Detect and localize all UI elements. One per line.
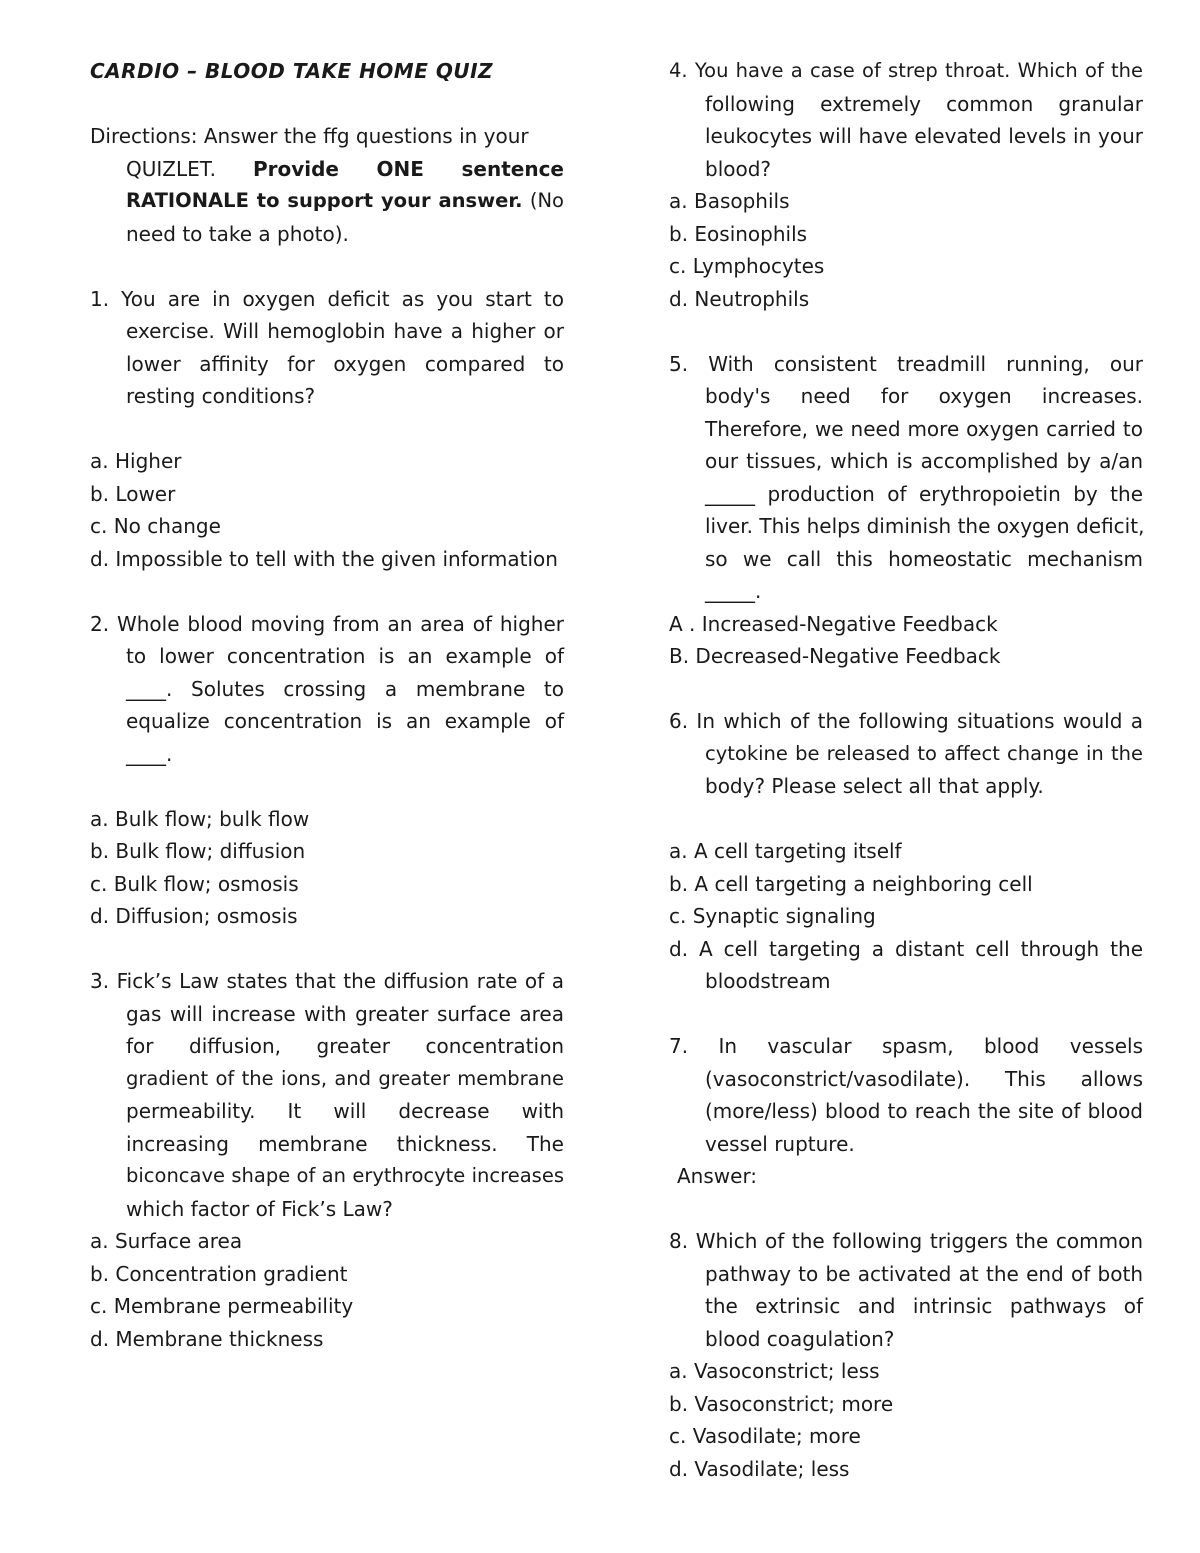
answer-option: c. Bulk flow; osmosis: [90, 871, 299, 896]
answer-option: d. Vasodilate; less: [669, 1456, 850, 1481]
answer-option: d. Membrane thickness: [90, 1326, 324, 1351]
question-line: pathway to be activated at the end of both: [705, 1261, 1143, 1286]
answer-option: b. Vasoconstrict; more: [669, 1391, 894, 1416]
answer-option: b. Bulk flow; diffusion: [90, 839, 306, 863]
question-6: [669, 705, 1143, 998]
question-line: so we call this homeostatic mechanism: [705, 546, 1143, 571]
question-5: [669, 348, 1143, 673]
question-line: cytokine be released to affect change in the: [705, 741, 1143, 765]
answer-option: c. Membrane permeability: [90, 1294, 354, 1318]
question-line: 5. With consistent treadmill running, our: [669, 351, 1143, 376]
question-2: [90, 608, 564, 933]
question-line: resting conditions?: [126, 384, 316, 408]
question-line: ____.: [126, 741, 173, 766]
answer-option: b. A cell targeting a neighboring cell: [669, 871, 1033, 896]
answer-option: a. Vasoconstrict; less: [669, 1359, 880, 1383]
answer-option: c. No change: [90, 514, 221, 538]
answer-option: b. Concentration gradient: [90, 1261, 348, 1286]
answer-option: b. Lower: [90, 481, 176, 506]
question-line: gradient of the ions, and greater membrane: [126, 1066, 564, 1090]
question-line: biconcave shape of an erythrocyte increases: [126, 1164, 564, 1187]
question-line: 1. You are in oxygen deficit as you start to: [90, 286, 564, 311]
question-line: 8. Which of the following triggers the common: [669, 1229, 1143, 1253]
question-line: ____. Solutes crossing a membrane to: [126, 676, 564, 701]
question-line: for diffusion, greater concentration: [126, 1034, 564, 1058]
answer-option: c. Vasodilate; more: [669, 1424, 861, 1448]
question-line: gas will increase with greater surface area: [126, 1001, 564, 1026]
question-line: Therefore, we need more oxygen carried to: [705, 416, 1143, 441]
question-4: [669, 55, 1143, 315]
directions-line: RATIONALE to support your answer. (No: [126, 189, 564, 212]
question-line: to lower concentration is an example of: [126, 644, 564, 668]
question-line: blood?: [705, 156, 772, 181]
question-line: vessel rupture.: [705, 1131, 855, 1156]
question-line: 4. You have a case of strep throat. Which of the: [669, 59, 1143, 82]
question-line: the extrinsic and intrinsic pathways of: [705, 1294, 1143, 1318]
question-line: 7. In vascular spasm, blood vessels: [669, 1034, 1143, 1058]
answer-option: d. Impossible to tell with the given information: [90, 546, 558, 571]
left-column: [90, 55, 564, 1355]
directions-line: need to take a photo).: [126, 221, 349, 246]
question-line: exercise. Will hemoglobin have a higher or: [126, 319, 564, 343]
question-line: 2. Whole blood moving from an area of higher: [90, 611, 564, 636]
right-column: [669, 55, 1143, 1485]
answer-option: b. Eosinophils: [669, 221, 808, 246]
question-line: body's need for oxygen increases.: [705, 384, 1143, 408]
answer-option: c. Lymphocytes: [669, 254, 825, 278]
question-line: _____.: [705, 579, 762, 603]
question-line: 6. In which of the following situations would a: [669, 709, 1143, 733]
question-3: [90, 965, 564, 1355]
directions-line: QUIZLET. Provide ONE sentence: [126, 156, 564, 181]
question-line: body? Please select all that apply.: [705, 774, 1044, 798]
question-line: _____ production of erythropoietin by the: [705, 481, 1143, 506]
question-line: (vasoconstrict/vasodilate). This allows: [705, 1066, 1143, 1091]
answer-option: a. Basophils: [669, 189, 790, 213]
answer-label: Answer:: [677, 1164, 758, 1188]
question-line: blood coagulation?: [705, 1326, 895, 1351]
question-line: equalize concentration is an example of: [126, 709, 564, 733]
question-line: (more/less) blood to reach the site of blood: [705, 1099, 1143, 1123]
question-7: [669, 1030, 1143, 1193]
question-line: leukocytes will have elevated levels in your: [705, 124, 1143, 148]
question-line: 3. Fick’s Law states that the diffusion rate of a: [90, 969, 564, 993]
answer-option: B. Decreased-Negative Feedback: [669, 644, 1001, 668]
question-8: [669, 1225, 1143, 1485]
answer-option: c. Synaptic signaling: [669, 904, 876, 928]
answer-option: bloodstream: [705, 969, 831, 993]
question-line: our tissues, which is accomplished by a/an: [705, 449, 1143, 473]
answer-option: a. Surface area: [90, 1229, 243, 1253]
question-line: following extremely common granular: [705, 91, 1143, 116]
answer-option: a. A cell targeting itself: [669, 839, 902, 863]
page-title: CARDIO – BLOOD TAKE HOME QUIZ: [90, 59, 494, 83]
answer-option: A . Increased-Negative Feedback: [669, 611, 998, 636]
question-line: liver. This helps diminish the oxygen deficit,: [705, 514, 1145, 538]
question-1: [90, 283, 564, 576]
question-line: which factor of Fick’s Law?: [126, 1196, 393, 1221]
directions-line: Directions: Answer the ffg questions in your: [90, 124, 529, 148]
answer-option: d. Diffusion; osmosis: [90, 904, 298, 928]
question-line: increasing membrane thickness. The: [126, 1131, 564, 1156]
answer-option: d. Neutrophils: [669, 286, 810, 311]
question-line: permeability. It will decrease with: [126, 1099, 564, 1123]
question-line: lower affinity for oxygen compared to: [126, 351, 564, 376]
answer-option: a. Bulk flow; bulk flow: [90, 806, 310, 831]
answer-option: a. Higher: [90, 449, 182, 473]
answer-option: d. A cell targeting a distant cell through the: [669, 936, 1143, 961]
